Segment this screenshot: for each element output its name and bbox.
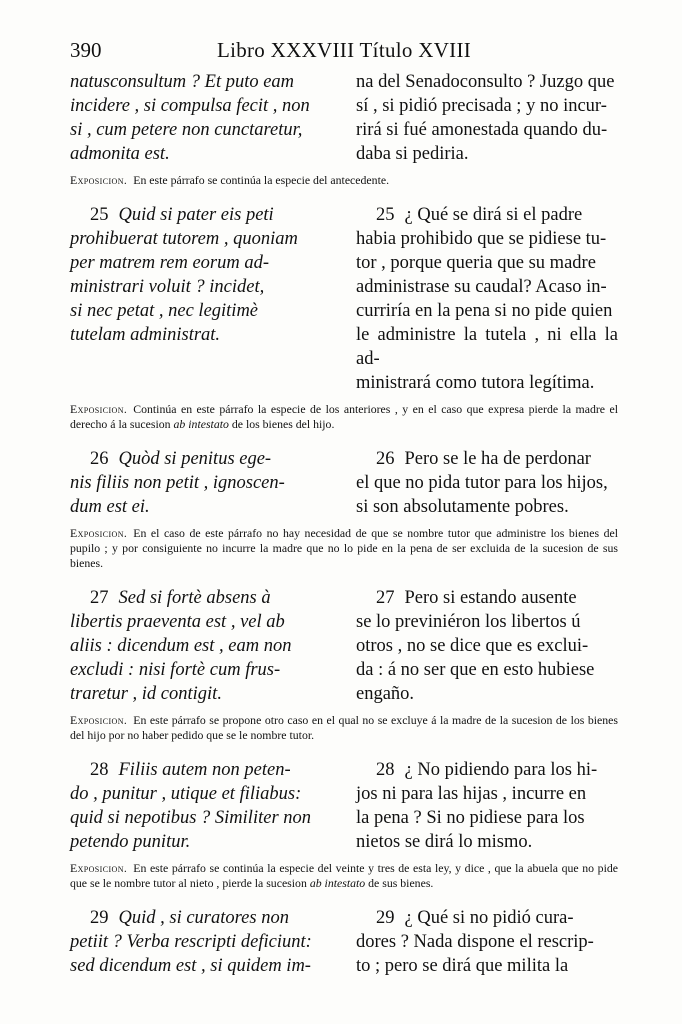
latin-column: [70, 586, 340, 706]
exposicion-label: Exposicion.: [70, 713, 128, 727]
text-line: habia prohibido que se pidiese tu-: [356, 229, 607, 249]
text-line: tutelam administrat.: [70, 325, 221, 345]
exposicion-text: Continúa en este párrafo la especie de los anteriores , y en el caso que expresa pierde la madre el derecho á la sucesion: [70, 402, 618, 431]
text-line: Quid si pater eis peti: [118, 205, 274, 225]
running-head: Libro XXXVIII Título XVIII: [216, 38, 472, 62]
latin-column: [70, 906, 340, 978]
spanish-column: [356, 758, 618, 854]
text-line: rirá si fué amonestada quando du-: [356, 120, 608, 140]
spanish-paragraph-number: 26: [376, 449, 395, 469]
text-line: traretur , id contigit.: [70, 684, 222, 704]
text-line: quid si nepotibus ? Similiter non: [70, 808, 312, 828]
page-number: 390: [70, 38, 102, 62]
latin-column: [70, 70, 340, 166]
text-line: ministrará como tutora legítima.: [356, 373, 595, 393]
text-line: engaño.: [356, 684, 415, 704]
exposicion-note: [70, 713, 618, 743]
text-line: daba si pediria.: [356, 144, 469, 164]
exposicion-label: Exposicion.: [70, 526, 128, 540]
section-29: [70, 906, 618, 978]
text-line: Pero se le ha de perdonar: [404, 449, 591, 469]
latin-paragraph-number: 25: [90, 205, 109, 225]
text-line: Pero si estando ausente: [404, 588, 577, 608]
bilingual-pair: [70, 758, 618, 854]
spanish-column: [356, 906, 618, 978]
text-line: excludi : nisi fortè cum frus-: [70, 660, 281, 680]
latin-paragraph-number: 28: [90, 760, 109, 780]
text-line: Filiis autem non peten-: [118, 760, 291, 780]
spanish-column: [356, 447, 618, 519]
text-line: petendo punitur.: [70, 832, 191, 852]
section-26: [70, 447, 618, 571]
text-line: tor , porque queria que su madre: [356, 253, 596, 273]
exposicion-note: [70, 861, 618, 891]
text-line: curriría en la pena si no pide quien: [356, 301, 613, 321]
text-line: le administre la tutela , ni ella la ad-: [356, 325, 618, 369]
exposicion-text: En este párrafo se propone otro caso en el qual no se excluye á la madre de la sucesion de los bienes del hijo por no haber pedido que se le nombre tutor.: [70, 713, 618, 742]
text-line: si nec petat , nec legitimè: [70, 301, 259, 321]
exposicion-note: [70, 526, 618, 571]
section-25: [70, 203, 618, 432]
exposicion-label: Exposicion.: [70, 861, 128, 875]
text-line: incidere , si compulsa fecit , non: [70, 96, 310, 116]
exposicion-italic: ab intestato: [173, 417, 229, 431]
text-line: el que no pida tutor para los hijos,: [356, 473, 608, 493]
spanish-column: [356, 586, 618, 706]
latin-paragraph-number: 27: [90, 588, 109, 608]
text-line: aliis : dicendum est , eam non: [70, 636, 292, 656]
exposicion-note: [70, 173, 618, 188]
page-header: [70, 36, 618, 70]
exposicion-text: En este párrafo se continúa la especie del antecedente.: [133, 173, 390, 187]
text-line: si , cum petere non cunctaretur,: [70, 120, 303, 140]
exposicion-label: Exposicion.: [70, 173, 128, 187]
text-line: da : á no ser que en esto hubiese: [356, 660, 595, 680]
text-line: sí , si pidió precisada ; y no incur-: [356, 96, 607, 116]
text-line: do , punitur , utique et filiabus:: [70, 784, 302, 804]
exposicion-label: Exposicion.: [70, 402, 128, 416]
text-line: ¿ No pidiendo para los hi-: [404, 760, 598, 780]
latin-paragraph-number: 26: [90, 449, 109, 469]
exposicion-text: En el caso de este párrafo no hay necesidad de que se nombre tutor que administre los bienes del pupilo ; y por consiguiente no incurre la madre que no lo pide en la pena de ser excluida de la sucesion de sus bienes.: [70, 526, 618, 570]
text-line: si son absolutamente pobres.: [356, 497, 569, 517]
bilingual-pair: [70, 203, 618, 395]
text-line: Sed si fortè absens à: [118, 588, 271, 608]
latin-paragraph-number: 29: [90, 908, 109, 928]
text-line: dum est ei.: [70, 497, 150, 517]
text-line: per matrem rem eorum ad-: [70, 253, 270, 273]
spanish-column: [356, 203, 618, 395]
spanish-paragraph-number: 28: [376, 760, 395, 780]
section-27: [70, 586, 618, 743]
bilingual-pair: [70, 906, 618, 978]
spanish-paragraph-number: 25: [376, 205, 395, 225]
sections: [70, 70, 618, 978]
text-line: to ; pero se dirá que milita la: [356, 956, 569, 976]
spanish-column: [356, 70, 618, 166]
exposicion-note: [70, 402, 618, 432]
latin-column: [70, 758, 340, 854]
text-line: jos ni para las hijas , incurre en: [356, 784, 587, 804]
text-line: ministrari voluit ? incidet,: [70, 277, 265, 297]
section-28: [70, 758, 618, 891]
text-line: natusconsultum ? Et puto eam: [70, 72, 295, 92]
text-line: libertis praeventa est , vel ab: [70, 612, 285, 632]
text-line: administrase su caudal? Acaso in-: [356, 277, 607, 297]
latin-column: [70, 447, 340, 519]
text-line: petiit ? Verba rescripti deficiunt:: [70, 932, 312, 952]
text-line: se lo previniéron los libertos ú: [356, 612, 581, 632]
bilingual-pair: [70, 70, 618, 166]
exposicion-text-end: de los bienes del hijo.: [231, 417, 335, 431]
text-line: prohibuerat tutorem , quoniam: [70, 229, 298, 249]
exposicion-text: En este párrafo se continúa la especie del veinte y tres de esta ley, y dice , que la abuela que no pide que se le nombre tutor al nieto , pierde la sucesion: [70, 861, 618, 890]
latin-column: [70, 203, 340, 395]
text-line: Quòd si penitus ege-: [118, 449, 272, 469]
text-line: admonita est.: [70, 144, 170, 164]
section-continued: [70, 70, 618, 188]
text-line: otros , no se dice que es exclui-: [356, 636, 589, 656]
bilingual-pair: [70, 447, 618, 519]
text-line: la pena ? Si no pidiese para los: [356, 808, 585, 828]
text-line: ¿ Qué se dirá si el padre: [404, 205, 583, 225]
spanish-paragraph-number: 29: [376, 908, 395, 928]
text-line: nis filiis non petit , ignoscen-: [70, 473, 285, 493]
bilingual-pair: [70, 586, 618, 706]
text-line: na del Senadoconsulto ? Juzgo que: [356, 72, 615, 92]
text-line: sed dicendum est , si quidem im-: [70, 956, 311, 976]
exposicion-italic: ab intestato: [309, 876, 366, 890]
text-line: Quid , si curatores non: [118, 908, 289, 928]
exposicion-text-end: de sus bienes.: [368, 876, 434, 890]
page: [70, 36, 618, 978]
spanish-paragraph-number: 27: [376, 588, 395, 608]
text-line: nietos se dirá lo mismo.: [356, 832, 533, 852]
text-line: ¿ Qué si no pidió cura-: [404, 908, 574, 928]
text-line: dores ? Nada dispone el rescrip-: [356, 932, 594, 952]
